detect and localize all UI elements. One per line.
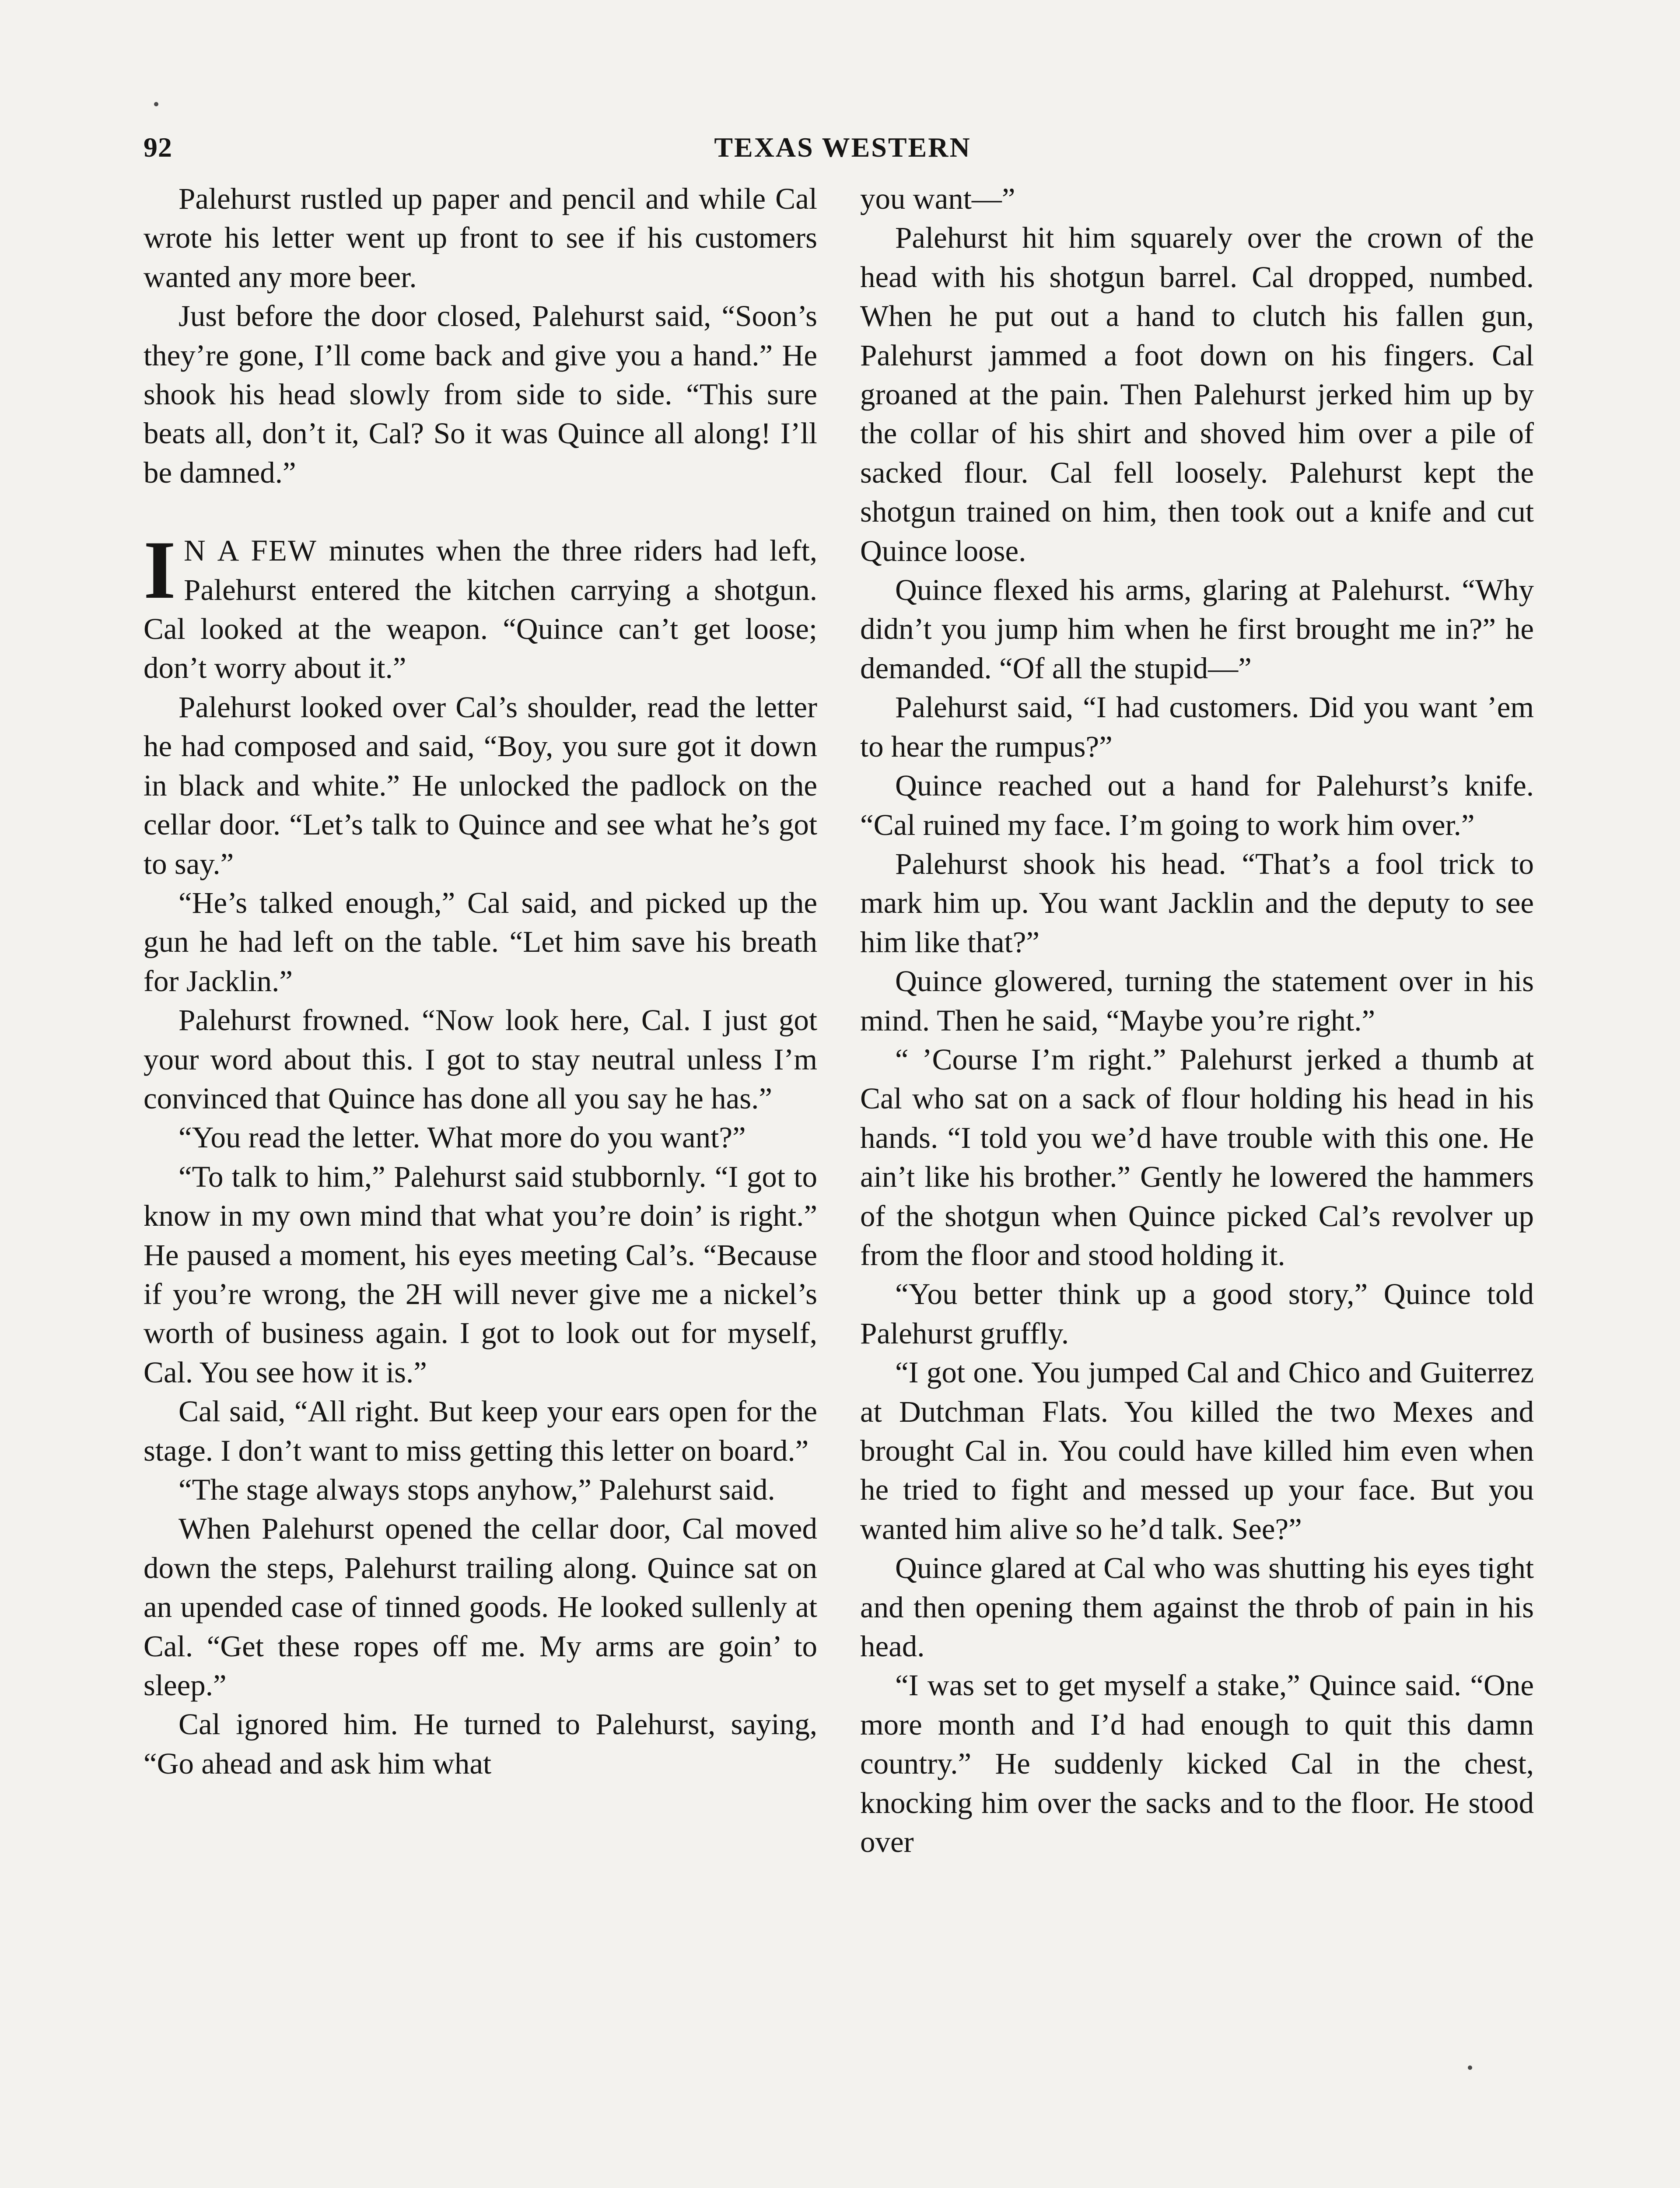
paragraph: Quince glared at Cal who was shutting his eyes tight and then opening them against the throb of pain in his head. [860,1551,1534,1663]
paragraph: Quince glowered, turning the statement over in his mind. Then he said, “Maybe you’re right.” [860,964,1534,1037]
running-title: TEXAS WESTERN [714,132,971,163]
paragraph: Palehurst hit him squarely over the crown of the head with his shotgun barrel. Cal dropped, numbed. When he put out a hand to clutch his fallen gun, Palehurst jammed a foot down on his fingers. Cal groaned at the pain. Then Palehurst jerked him up by the collar of his shirt and shoved him over a pile of sacked flour. Cal fell loosely. Palehurst kept the shotgun trained on him, then took out a knife and cut Quince loose. [860,221,1534,568]
right-column [860,179,1534,1862]
print-speck [154,102,158,106]
section-break [144,492,817,531]
paragraph: “You better think up a good story,” Quince told Palehurst gruffly. [860,1277,1534,1350]
drop-cap: I [144,524,176,617]
paragraph: Palehurst looked over Cal’s shoulder, read the letter he had composed and said, “Boy, you sure got it down in black and white.” He unlocked the padlock on the cellar door. “Let’s talk to Quince and see what he’s got to say.” [144,690,817,880]
page-number: 92 [144,132,172,163]
paragraph: “He’s talked enough,” Cal said, and picked up the gun he had left on the table. “Let him save his breath for Jacklin.” [144,886,817,998]
paragraph: When Palehurst opened the cellar door, Cal moved down the steps, Palehurst trailing along. Quince sat on an upended case of tinned goods. He looked sullenly at Cal. “Get these ropes off me. My arms are goin’ to sleep.” [144,1512,817,1702]
paragraph: “The stage always stops anyhow,” Palehurst said. [178,1473,775,1506]
paragraph: “I was set to get myself a stake,” Quince said. “One more month and I’d had enough to quit this damn country.” He suddenly kicked Cal in the chest, knocking him over the sacks and to the floor. He stood over [860,1669,1534,1859]
print-speck [1468,2065,1472,2070]
left-column [144,179,817,1783]
paragraph-text: minutes when the three riders had left, Palehurst entered the kitchen carrying a shotgun. Cal looked at the weapon. “Quince can’t get loose; don’t worry about it.” [144,534,817,685]
paragraph: Palehurst rustled up paper and pencil and while Cal wrote his letter went up front to see if his customers wanted any more beer. [144,182,817,294]
paragraph: Quince reached out a hand for Palehurst’s knife. “Cal ruined my face. I’m going to work him over.” [860,769,1534,842]
paragraph: Palehurst frowned. “Now look here, Cal. I just got your word about this. I got to stay neutral unless I’m convinced that Quince has done all you say he has.” [144,1003,817,1115]
paragraph: Quince flexed his arms, glaring at Palehurst. “Why didn’t you jump him when he first brought me in?” he demanded. “Of all the stupid—” [860,573,1534,685]
paragraph: Cal ignored him. He turned to Palehurst, saying, “Go ahead and ask him what [144,1708,817,1780]
page-header [144,131,1542,179]
dropcap-paragraph [144,524,817,688]
paragraph: you want—” [860,182,1015,215]
paragraph: “You read the letter. What more do you want?” [178,1121,746,1154]
paragraph: Palehurst shook his head. “That’s a fool trick to mark him up. You want Jacklin and the deputy to see him like that?” [860,847,1534,959]
paragraph: “ ’Course I’m right.” Palehurst jerked a thumb at Cal who sat on a sack of flour holding his head in his hands. “I told you we’d have trouble with this one. He ain’t like his brother.” Gently he lowered the hammers of the shotgun when Quince picked Cal’s revolver up from the floor and stood holding it. [860,1042,1534,1272]
lead-in: N A FEW [183,534,318,568]
paragraph: Palehurst said, “I had customers. Did you want ’em to hear the rumpus?” [860,691,1534,763]
paragraph: “To talk to him,” Palehurst said stubbornly. “I got to know in my own mind that what you’re doin’ is right.” He paused a moment, his eyes meeting Cal’s. “Because if you’re wrong, the 2H will never give me a nickel’s worth of business again. I got to look out for myself, Cal. You see how it is.” [144,1160,817,1389]
paragraph: “I got one. You jumped Cal and Chico and Guiterrez at Dutchman Flats. You killed the two Mexes and brought Cal in. You could have killed him even when he tried to fight and messed up your face. But you wanted him alive so he’d talk. See?” [860,1356,1534,1546]
paragraph: Just before the door closed, Palehurst said, “Soon’s they’re gone, I’ll come back and give you a hand.” He shook his head slowly from side to side. “This sure beats all, don’t it, Cal? So it was Quince all along! I’ll be damned.” [144,299,817,489]
paragraph: Cal said, “All right. But keep your ears open for the stage. I don’t want to miss getting this letter on board.” [144,1395,817,1467]
